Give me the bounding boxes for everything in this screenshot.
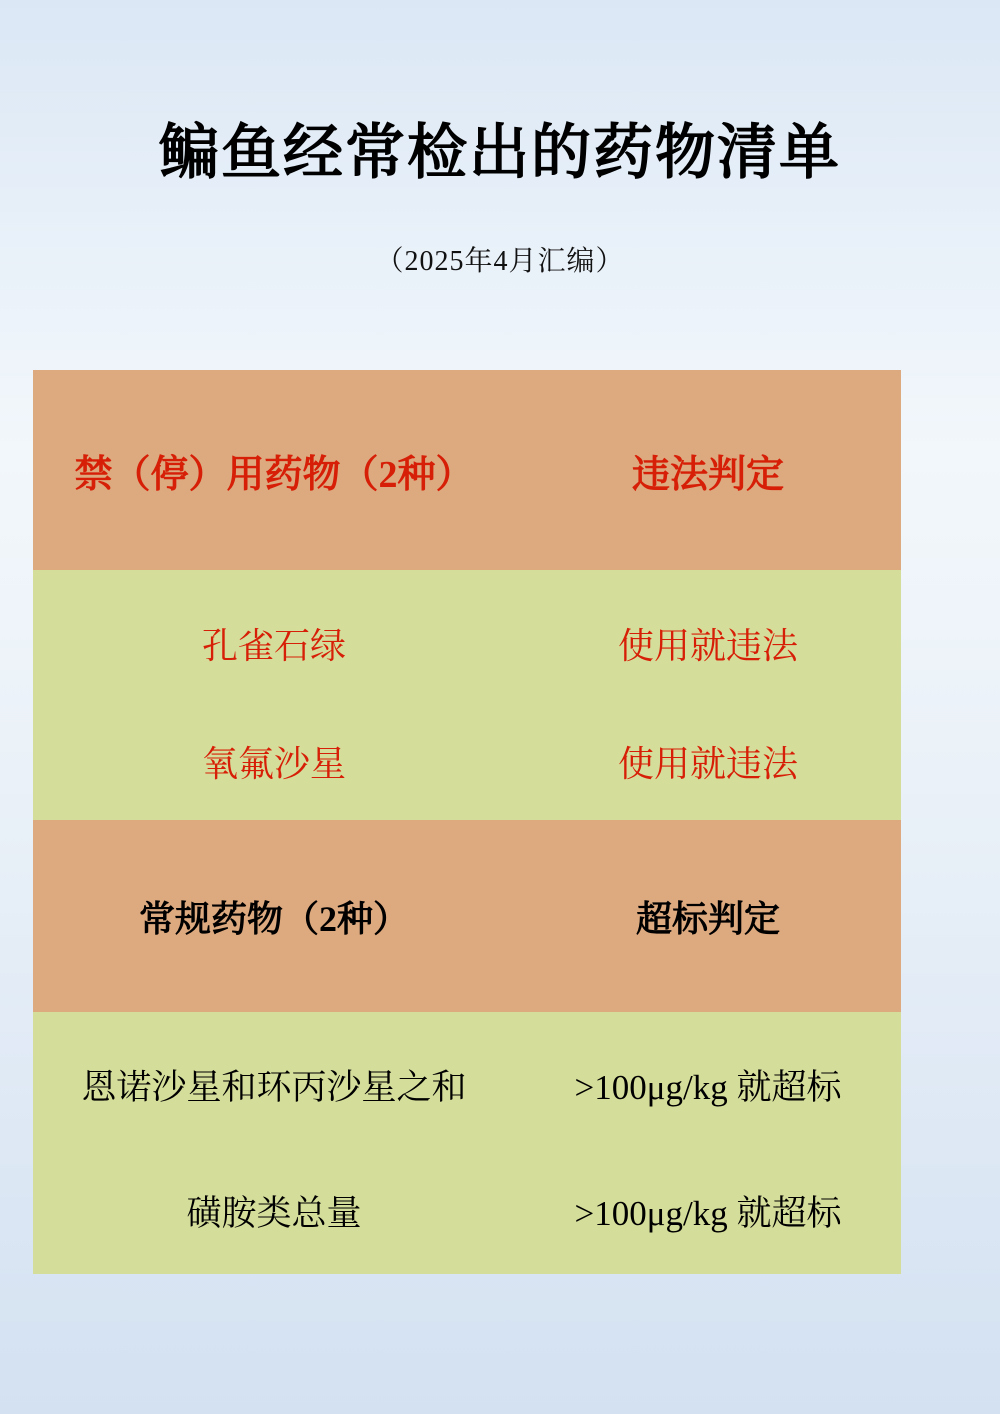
table-row bbox=[33, 1148, 901, 1274]
drug-list-table bbox=[33, 370, 901, 1274]
banned-drug-name: 孔雀石绿 bbox=[33, 570, 515, 702]
page-subtitle: （2025年4月汇编） bbox=[375, 246, 625, 277]
banned-drug-judgement: 使用就违法 bbox=[515, 702, 901, 820]
regular-drug-name: 恩诺沙星和环丙沙星之和 bbox=[33, 1012, 515, 1148]
table-header-regular bbox=[33, 820, 901, 1012]
regular-drug-name: 磺胺类总量 bbox=[33, 1148, 515, 1274]
banned-drug-name: 氧氟沙星 bbox=[33, 702, 515, 820]
table-row bbox=[33, 702, 901, 820]
table-row bbox=[33, 570, 901, 702]
header-banned-judgement: 违法判定 bbox=[515, 370, 901, 570]
page-title: 鳊鱼经常检出的药物清单 bbox=[159, 119, 841, 186]
table-header-banned bbox=[33, 370, 901, 570]
header-regular-category: 常规药物（2种） bbox=[33, 820, 515, 1012]
banned-drug-judgement: 使用就违法 bbox=[515, 570, 901, 702]
regular-drug-judgement: >100μg/kg 就超标 bbox=[515, 1148, 901, 1274]
table-row bbox=[33, 1012, 901, 1148]
header-regular-judgement: 超标判定 bbox=[515, 820, 901, 1012]
header-banned-category: 禁（停）用药物（2种） bbox=[33, 370, 515, 570]
regular-drug-judgement: >100μg/kg 就超标 bbox=[515, 1012, 901, 1148]
